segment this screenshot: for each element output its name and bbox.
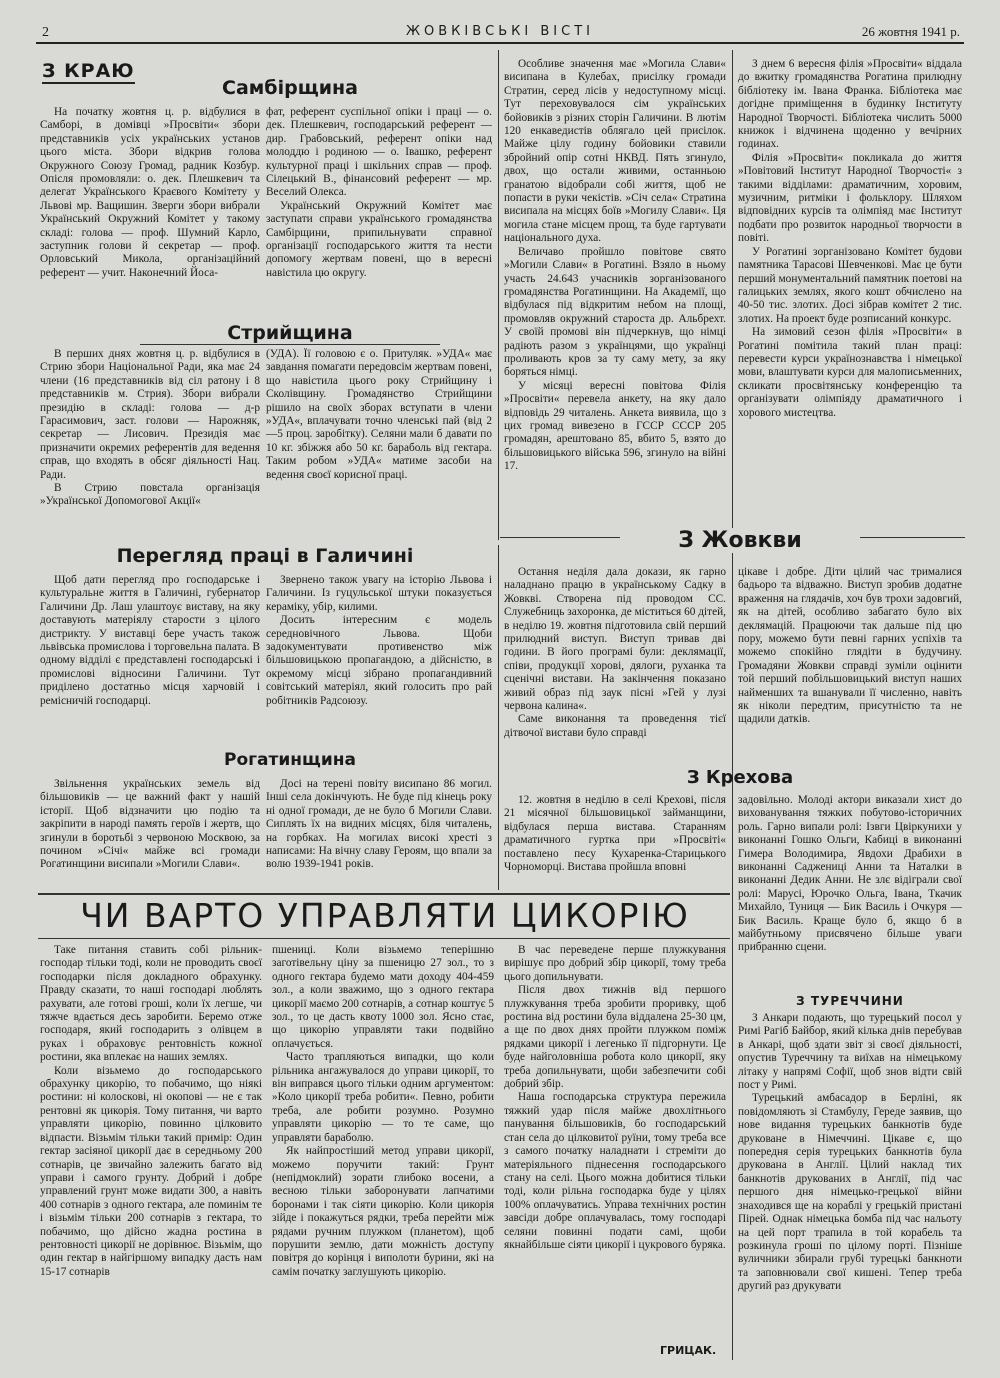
- paragraph: Після двох тижнів від першого плужкування треба зробити проривку, щоб ростина від ростини була віддалена 25-30 цм, а ще по двох днях пройти плужком поміж рядками цикорії і легенько її підгорнути. Це буде найголовніша робота коло цикорії, яку треба допильнувати, щоби забезпечити собі добрий збір.: [504, 984, 726, 1091]
- paragraph: Наша господарська структура пережила тяжкий удар після майже двохлітнього панування більшовиків, бо господарський стан села до цілковитої руїни, тому треба все з самого початку наладнати і стреміти до матеріяльного піднесення господарського стану на селі. Цього можна добитися тільки тоді, коли рільна господарка буде у цілях 100% оплачуватись. Управа технічних ростин завсіди добре оплачувалась, тому господарі селяни повинні подати самі, щоби якнайбільше сіяти цикорії і цукрового буряка.: [504, 1091, 726, 1251]
- overview-title: Перегляд праці в Галичині: [116, 545, 414, 567]
- column-rule: [498, 50, 499, 540]
- chicory-col2: [272, 944, 494, 1364]
- issue-date: 26 жовтня 1941 р.: [861, 24, 960, 39]
- column-rule: [732, 50, 733, 535]
- rohatyn-col3: [504, 58, 726, 534]
- krekhiv-col2: [738, 794, 962, 984]
- zhovkva-title: З Жовкви: [620, 528, 860, 553]
- author-signature: ГРИЦАК.: [660, 1344, 717, 1357]
- paragraph: Як найпростіший метод управи цикорії, можемо поручити такий: Грунт (непідмоклий) зорати глибоко восени, а весною тільки заборонувати лапчатими боронами і так сіяти цикорію. Коли цикорія зійде і покажуться рядки, треба перейти між рядами ручним плужком (планетом), щоб порушити землю, дати можність доступу повітря до корінця і виполоти бурини, які на самім початку заглушують цикорію.: [272, 1145, 494, 1278]
- stryi-col2: [266, 348, 492, 530]
- paragraph: Часто трапляються випадки, що коли рільника ангажувалося до управи цикорії, то він виправся цього тільки одним аргументом: »Коло цикорії треба робити«. Певно, робити треба, але робити розумно. Розумно управляти цикорію — то те саме, що управляти бараболю.: [272, 1051, 494, 1144]
- column-rule: [732, 890, 733, 1360]
- paragraph: фат, референт суспільної опіки і праці — о. дек. Плешкевич, господарський референт — дир. Грабовський, референт опіки над молоддю і родиною — о. Івашко, референт культурної праці і шкільних справ — проф. Сілецький В., фінансовий референт — мр. Веселий Олекса.: [266, 106, 492, 199]
- paragraph: Особливе значення має »Могила Слави« висипана в Кулебах, присілку громади Стратин, серед лісів у недоступному місці. Тут переховувалося сім українських бойовиків з різних сторін Галичини. В лютім 120 енкаведистів облягало цей присілок. Майже цілу годину бойовики ставили збройний опір сотні НКВД. Пять згинуло, двох, що остали живими, останньою гранатою відобрали собі життя, щоб не попасти в руки чекістів. »Січ села« Стратина висипала на місцях боїв »Могилу Слави«. Ця могила стане місцем прощ, та буде гартувати національного духа.: [504, 58, 726, 245]
- paragraph: В час переведене перше плужкування вирішує про добрий збір цикорії, тому треба цього допильнувати.: [504, 944, 726, 983]
- paragraph: У Рогатині зорганізовано Комітет будови памятника Тарасові Шевченкові. Має це бути перший монументальний памятник поетові на галицьких землях, якого кошт обчислено на 40-50 тис. злотих. Досі зібрав комітет 2 тис. злотих. На проект буде розписаний конкурс.: [738, 245, 962, 325]
- overview-col1: [40, 574, 260, 734]
- section-label: З КРАЮ: [42, 60, 135, 82]
- paragraph: Остання неділя дала докази, як гарно наладнано працю в українському Садку в Жовкві. Створена під проводом СС. Служебниць захоронка, де міститься 60 дітей, в неділю 19. жовтня підготовила свій перший прилюдний виступ. Виступ тривав дві години. В його програмі були: деклямації, співи, продукції хорові, дялоги, руханка та сценічні вистави. На закінчення показано живий образ під заук пісні »Гей у лузі червона калина«.: [504, 566, 726, 713]
- sambir-col2: [266, 106, 492, 322]
- masthead-rule: [36, 42, 964, 44]
- paragraph: На зимовий сезон філія »Просвіти« в Рогатині помітила такий план праці: перевести курси українознавства і німецької мови, влаштувати курси для малописьменних, скликати просвітянську конференцію та організувати олімпіяду драматичного і хорового мистецтва.: [738, 326, 962, 419]
- turkey-title: З ТУРЕЧЧИНИ: [796, 994, 904, 1008]
- zhovkva-col2: [738, 566, 962, 764]
- column-rule: [498, 545, 499, 890]
- paragraph: Величаво пройшло повітове свято »Могили Слави« в Рогатині. Взяло в ньому участь 24.643 учасників зорганізованого громадянства Рогатинщини. На Академії, що відбулася під відкритим небом на площі, промовляв окружний староста др. Альбрехт. У своїй промові він підчеркнув, що німці радіють разом з українцями, що українці проливають кров за ту саму мету, за яку боряться німці.: [504, 245, 726, 379]
- paragraph: В перших днях жовтня ц. р. відбулися в Стрию збори Національної Ради, яка має 24 члени (16 представників від сіл ратону і 8 представників м. Стрия). Збори вибрали президію в складі: голова — д-р Гарасимович, заст. голови — Нарожняк, секретар — Лисович. Президія має призначити окремих референтів для ведення справ, що входять в обсяг діяльності Нац. Ради.: [40, 348, 260, 481]
- paragraph: 12. жовтня в неділю в селі Крехові, після 21 місячної більшовицької займанщини, відбулася перша вистава. Старанням драматичного гуртка при »Просвіті« поставлено песу Кухаренка-Старицького Чорноморці. Вистава пройшла вповні: [504, 794, 726, 874]
- chicory-headline: ЧИ ВАРТО УПРАВЛЯТИ ЦИКОРІЮ: [80, 896, 690, 935]
- paragraph: З Анкари подають, що турецький посол у Римі Рагіб Байбор, який кілька днів перебував в Анкарі, щоб здати звіт зі своєї діяльності, опустив Туреччину та виїхав на німецькому літаку у напрямі Софії, щоб знов відти свій пост у Римі.: [738, 1012, 962, 1092]
- paragraph: (УДА). Її головою є о. Притуляк. »УДА« має завдання помагати передовсім жертвам повені, що навістила цього року Стрийщину і Сколівщину. Громадянство Стрийщини рішило на своїх зборах вступати в члени »УДА«, вплачувати точно членські пай (від 2—5 проц. заробітку). Селяни мали б давати по 10 кг. збіжжя або 50 кг. бараболь від гектара. Таким робом »УДА« матиме засоби на ведення своєї корисної праці.: [266, 348, 492, 481]
- paragraph: задовільно. Молоді актори виказали хист до вихованування тяжких побутово-історичних роль. Гарно випали ролі: Ізвги Цвіркунихи у виконанні Гошко Ольги, Кабиці в виконанні Гимера Володимира, Явдохи Драбихи в виконанні Саджениці Анни та Наталки в виконанні Дедик Анни. Не злє відіграли свої ролі: Марусі, Юрочко Ольга, Івана, Ткачик Михайло, Туниця — Бик Василь і Очкуря — Бик Василь. Краще було б, якщо б в майбутньому присвячено більше уваги прибранню сцени.: [738, 794, 962, 954]
- sambir-title: Самбірщина: [222, 77, 358, 99]
- sambir-col1: [40, 106, 260, 322]
- newspaper-title: ЖОВКІВСЬКІ ВІСТІ: [406, 24, 594, 39]
- paragraph: Звернено також увагу на історію Львова і Галичини. Із гуцульської штуки показується кераміку, убір, килими.: [266, 574, 492, 613]
- paragraph: цікаве і добре. Діти цілий час трималися бадьоро та відважно. Виступ зробив додатне враження на глядачів, хоч був трохи задовгий, як на дітей, особливо забагато було віх деклямацій. Працюючи так дальше під цю пору, можемо бути певні гарних успіхів та можемо спокійно глядіти в будучину. Громадяни Жовкви справді зуміли оцінити той перший побільшовицький виступ наших найменших та вшанували її численно, навіть як ніколи передтим, присутністю та не щадили датків.: [738, 566, 962, 726]
- paragraph: Досі на терені повіту висипано 86 могил. Інші села докінчують. Не буде під кінець року ні одної громади, де не було б Могили Слави. Сиплять їх на видних місцях, біля читалень, на горбках. На могилах високі хресті з написами: На вічну славу Героям, що впали за волю 1939-1941 років.: [266, 778, 492, 871]
- paragraph: Філія »Просвіти« покликала до життя »Повітовий Інститут Народної Творчості« з такими відділами: драматичним, хоровим, музичним, ритміки і фольклору. Шляхом відповідних курсів та олімпіяд має Інститут подбати про розвиток народньої творчости в повіті.: [738, 151, 962, 245]
- paragraph: На початку жовтня ц. р. відбулися в Самборі, в домівці »Просвіти« збори представників усіх українських установ цього міста. Збори відкрив голова Окружного Союзу Громад, радник Козбур. Опісля промовляли: о. дек. Плешкевич та делегат Українського Краєвого Комітету у Львові мр. Ващишин. Зверги збори вибрали Український Окружний Комітет у такому складі: голова — проф. Шумний Карло, заступник голови й секретар — проф. Орловський Микола, організаційний референт — учит. Наконечний Йоса-: [40, 106, 260, 279]
- paragraph: З днем 6 вересня філія »Просвіти« віддала до вжитку громадянства Рогатина прилюдну бібліотеку ім. Івана Франка. Бібліотека має догідне приміщення в будинку Інституту Народної Творчості. Бібліотека числить 5000 книжок і відчинена щоденно у вечірних годинах.: [738, 58, 962, 151]
- paragraph: Саме виконання та проведення тієї дітвочої вистави було справді: [504, 713, 726, 739]
- paragraph: Звільнення українських земель від більшовиків — це важний факт у нашій історії. Щоб відзначити цю подію та закріпити в народі память героїв і жертв, що згинули в боротьбі з червоною Москвою, за почином »Січі« майже всі громади Рогатинщини висипали »Могили Слави«.: [40, 778, 260, 871]
- turkey-text: [738, 1012, 962, 1364]
- paragraph: Таке питання ставить собі рільник-господар тільки тоді, коли не проводить своєї господарки після докладного обрахунку. Правду сказати, то наші господарі люблять рахувати, але готові гроші, коли їх легше, чи тяжче вдається десь заробити. Беремо отже господаря, який господарить з олівцем в руках і обраховує рентовність кожної ростини, яка вплекає на наших землях.: [40, 944, 262, 1064]
- page-number: 2: [42, 25, 49, 40]
- paragraph: пшениці. Коли візьмемо теперішню заготівельну ціну за пшеницю 27 зол., то з одного гектара будемо мати доходу 404-459 зол., а коли зважимо, що з одного гектара цикорії маємо 200 сотнарів, а сотнар коштує 5 зол., то це дасть квоту 1000 зол. Ясно стає, що цикорію управляти таки подвійно оплачується.: [272, 944, 494, 1050]
- paragraph: У місяці вересні повітова Філія »Просвіти« перевела анкету, на яку дало відповідь 29 читалень. Анкета виявила, що з цих громад вивезено в ГССР СССР 205 громадян, арештовано 85, вбито 5, взято до більшовицького війська 596, згинуло на війні 17.: [504, 379, 726, 473]
- stryi-title: Стрийщина: [140, 322, 440, 345]
- column-rule: [732, 545, 733, 890]
- krekhiv-title: З Крехова: [686, 767, 794, 788]
- paragraph: В Стрию повстала організація »Української Допомогової Акції«: [40, 482, 260, 508]
- section-rule: [38, 938, 730, 939]
- chicory-col3: [504, 944, 726, 1334]
- section-rule: [38, 893, 730, 895]
- rohatyn-col1: [40, 778, 260, 890]
- rohatyn-col2: [266, 778, 492, 890]
- rohatyn-col4: [738, 58, 962, 534]
- paragraph: Турецький амбасадор в Берліні, як повідомляють зі Стамбулу, Гереде заявив, що нове видання турецьких банкнотів буде друковане в Німеччині. Цікаве є, що попередня серія турецьких банкнотів була друкована в Англії. Цілий наклад тих банкнотів друкованих в Англії, під час першого дня німецько-грецької війни знаходився ще на кораблі у грецькій пристані Пірей. Однак німецька бомба під час нальоту на цей порт трапила в той корабель та розкинула гроші по цілому порті. Пізніше вуличники збирали грубі турецькі банкноти та заповнювали свої кишені. Тепер треба другий раз друкувати: [738, 1092, 962, 1293]
- paragraph: Досить інтересним є модель середновічного Львова. Щоби задокументувати противенство між більшовицькою пропагандою, а дійсністю, в окремому місці зібрано пропагандивний совітський матеріял, який голосить про рай робітників Радсоюзу.: [266, 614, 492, 707]
- stryi-col1: [40, 348, 260, 530]
- zhovkva-col1: [504, 566, 726, 766]
- chicory-col1: [40, 944, 262, 1364]
- rohatyn-title: Рогатинщина: [224, 750, 356, 770]
- krekhiv-col1: [504, 794, 726, 890]
- paragraph: Коли візьмемо до господарського обрахунку цикорію, то побачимо, що ніякі ростини: ні колоскові, ні окопові — не є так рентовні як цикорія. Тому питання, чи варто управляти цикорію, повинно цілковито відпасти. Візьмім тільки такий примір: Один гектар засіяної цикорії дає в середньому 200 сотнарів, це звичайно залежить багато від управи і самого грунту. Добрий і добре управлений грунт може видати 300, а навіть 400 сотнарів з одного гектара, але поминім те і візьмім тільки 200 сотнарів з гектара, то побачимо, що дійсно жадна ростина в рентовності цикорії не дорівнює. Візьмім, що один гектар в найгіршому випадку дасть нам 15-17 сотнарів: [40, 1064, 262, 1278]
- paragraph: Щоб дати перегляд про господарське і культуральне життя в Галичині, губернатор Галичини Др. Лаш улаштоує виставу, на яку доставують матеріялу старости з цілого дистрикту. У виставці бере участь також львівська промислова і торговельна палата. В одному відділі є представлені господарські і промислові відносини Галичини. Тут приділено достатньо місця харчовій і ремісничій господарці.: [40, 574, 260, 707]
- overview-col2: [266, 574, 492, 734]
- paragraph: Український Окружний Комітет має заступати справи українського громадянства Самбірщини, припильнувати справної організації господарського життя та нести допомогу жертвам повені, що в вересні навістила цю округу.: [266, 199, 492, 279]
